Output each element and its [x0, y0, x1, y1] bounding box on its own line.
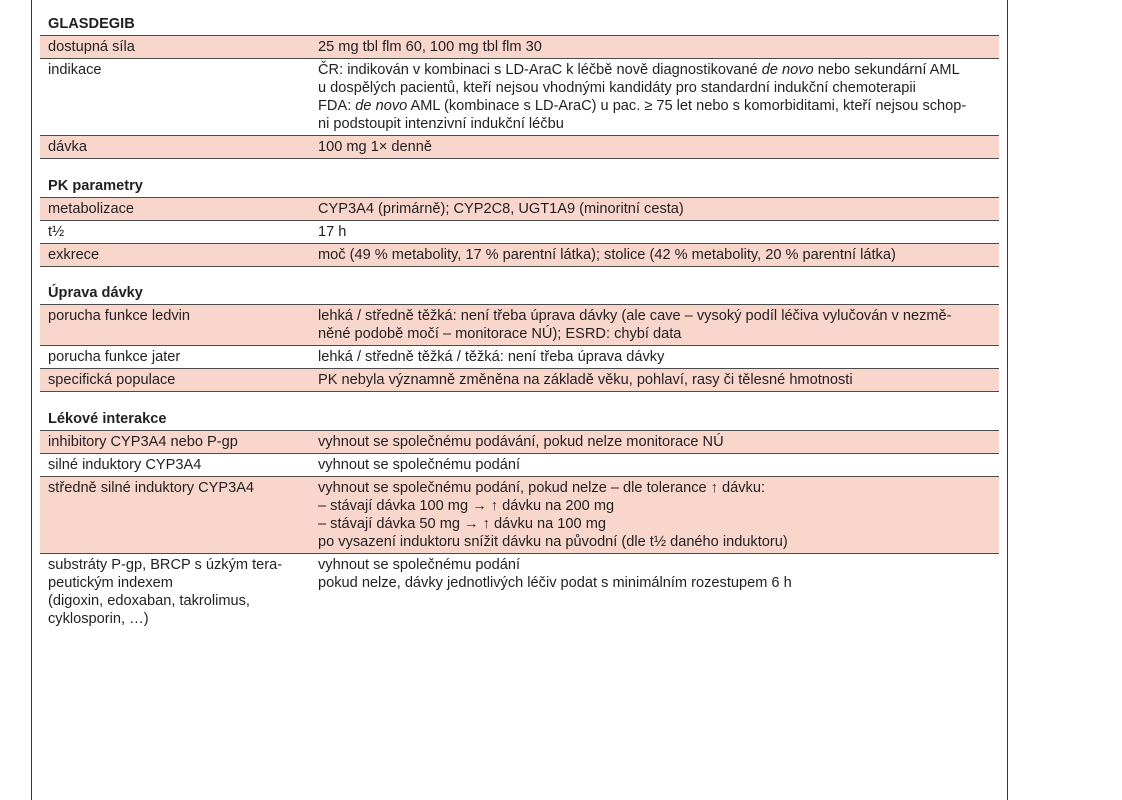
row-label-dostupna-sila — [40, 36, 310, 59]
row-label-specificka-populace — [40, 369, 310, 392]
row-value — [310, 305, 999, 346]
row-value — [310, 476, 999, 553]
value-line: 17 h — [318, 223, 347, 240]
table-row — [40, 243, 999, 266]
label-line: porucha funkce ledvin — [48, 308, 190, 324]
value-line: PK nebyla významně změněna na základě věku, pohlaví, rasy či tělesné hmotnosti — [318, 372, 853, 388]
value-line: moč (49 % metabolity, 17 % parentní látka); stolice (42 % metabolity, 20 % parentní látka) — [318, 246, 896, 263]
table-row — [40, 197, 999, 220]
row-value — [310, 59, 999, 136]
label-line: středně silné induktory CYP3A4 — [48, 479, 255, 496]
section-heading: GLASDEGIB — [40, 13, 999, 36]
row-label-indikace — [40, 59, 310, 136]
drug-info-table — [40, 13, 999, 630]
table-row — [40, 430, 999, 453]
value-line: vyhnout se společnému podávání, pokud nelze monitorace NÚ — [318, 433, 724, 450]
section-heading: PK parametry — [40, 169, 999, 198]
value-line: u dospělých pacientů, kteří nejsou vhodnými kandidáty pro standardní indukční chemoterapii — [318, 80, 916, 96]
label-line: dávka — [48, 139, 87, 155]
row-value — [310, 553, 999, 630]
label-line: inhibitory CYP3A4 nebo P-gp — [48, 433, 238, 450]
table-row — [40, 220, 999, 243]
table-row — [40, 553, 999, 630]
label-line: silné induktory CYP3A4 — [48, 456, 202, 473]
value-line: – stávají dávka 50 mg → ↑ dávku na 100 mg — [318, 515, 606, 532]
section-heading-row — [40, 13, 999, 36]
section-heading-row — [40, 169, 999, 198]
section-gap — [40, 392, 999, 402]
row-value — [310, 346, 999, 369]
label-line: exkrece — [48, 246, 100, 263]
value-line: ni podstoupit intenzivní indukční léčbu — [318, 116, 564, 132]
value-line: lehká / středně těžká: není třeba úprava dávky (ale cave – vysoký podíl léčiva vylučován v nezmě- — [318, 308, 952, 324]
row-value — [310, 243, 999, 266]
row-value — [310, 136, 999, 159]
value-line: vyhnout se společnému podání, pokud nelze – dle tolerance ↑ dávku: — [318, 479, 766, 496]
row-label-davka — [40, 136, 310, 159]
section-gap — [40, 266, 999, 276]
value-line: 25 mg tbl flm 60, 100 mg tbl flm 30 — [318, 39, 542, 55]
label-line: specifická populace — [48, 372, 176, 388]
value-line: lehká / středně těžká / těžká: není třeba úprava dávky — [318, 349, 665, 365]
table-row — [40, 136, 999, 159]
value-line: vyhnout se společnému podání — [318, 456, 521, 473]
label-line: t½ — [48, 223, 65, 240]
label-line: cyklosporin, …) — [48, 610, 149, 627]
value-line: po vysazení induktoru snížit dávku na původní (dle t½ daného induktoru) — [318, 533, 788, 550]
row-label-t — [40, 220, 310, 243]
label-line: peutickým indexem — [48, 574, 173, 591]
label-line: (digoxin, edoxaban, takrolimus, — [48, 592, 250, 609]
row-value — [310, 430, 999, 453]
label-line: porucha funkce jater — [48, 349, 181, 365]
section-gap — [40, 159, 999, 169]
row-label-silne-induktory-cyp3a4 — [40, 453, 310, 476]
label-line: dostupná síla — [48, 39, 135, 55]
row-value — [310, 36, 999, 59]
table-row — [40, 59, 999, 136]
value-line: FDA: de novo AML (kombinace s LD-AraC) u pac. ≥ 75 let nebo s komorbiditami, kteří nejsou schop- — [318, 98, 967, 114]
table-row — [40, 453, 999, 476]
label-line: indikace — [48, 62, 102, 78]
table-row — [40, 346, 999, 369]
label-line: metabolizace — [48, 200, 134, 217]
value-line: ČR: indikován v kombinaci s LD-AraC k léčbě nově diagnostikované de novo nebo sekundární AML — [318, 62, 960, 78]
table-row — [40, 476, 999, 553]
section-heading: Lékové interakce — [40, 402, 999, 431]
table-row — [40, 369, 999, 392]
table-row — [40, 305, 999, 346]
row-value — [310, 197, 999, 220]
row-label-porucha-funkce-ledvin — [40, 305, 310, 346]
section-heading-row — [40, 276, 999, 305]
value-line: CYP3A4 (primárně); CYP2C8, UGT1A9 (minoritní cesta) — [318, 200, 684, 217]
row-value — [310, 453, 999, 476]
value-line: vyhnout se společnému podání — [318, 556, 521, 573]
value-line: – stávají dávka 100 mg → ↑ dávku na 200 mg — [318, 497, 615, 514]
row-label-substraty-p-gp-brcp-s-uzkym-tera — [40, 553, 310, 630]
row-value — [310, 369, 999, 392]
value-line: 100 mg 1× denně — [318, 139, 433, 155]
value-line: pokud nelze, dávky jednotlivých léčiv podat s minimálním rozestupem 6 h — [318, 574, 792, 591]
row-label-exkrece — [40, 243, 310, 266]
row-value — [310, 220, 999, 243]
value-line: něné podobě močí – monitorace NÚ); ESRD: chybí data — [318, 326, 682, 342]
section-heading: Úprava dávky — [40, 276, 999, 305]
row-label-stredne-silne-induktory-cyp3a4 — [40, 476, 310, 553]
label-line: substráty P-gp, BRCP s úzkým tera- — [48, 556, 283, 573]
section-heading-row — [40, 402, 999, 431]
row-label-porucha-funkce-jater — [40, 346, 310, 369]
table-row — [40, 36, 999, 59]
row-label-inhibitory-cyp3a4-nebo-p-gp — [40, 430, 310, 453]
row-label-metabolizace — [40, 197, 310, 220]
